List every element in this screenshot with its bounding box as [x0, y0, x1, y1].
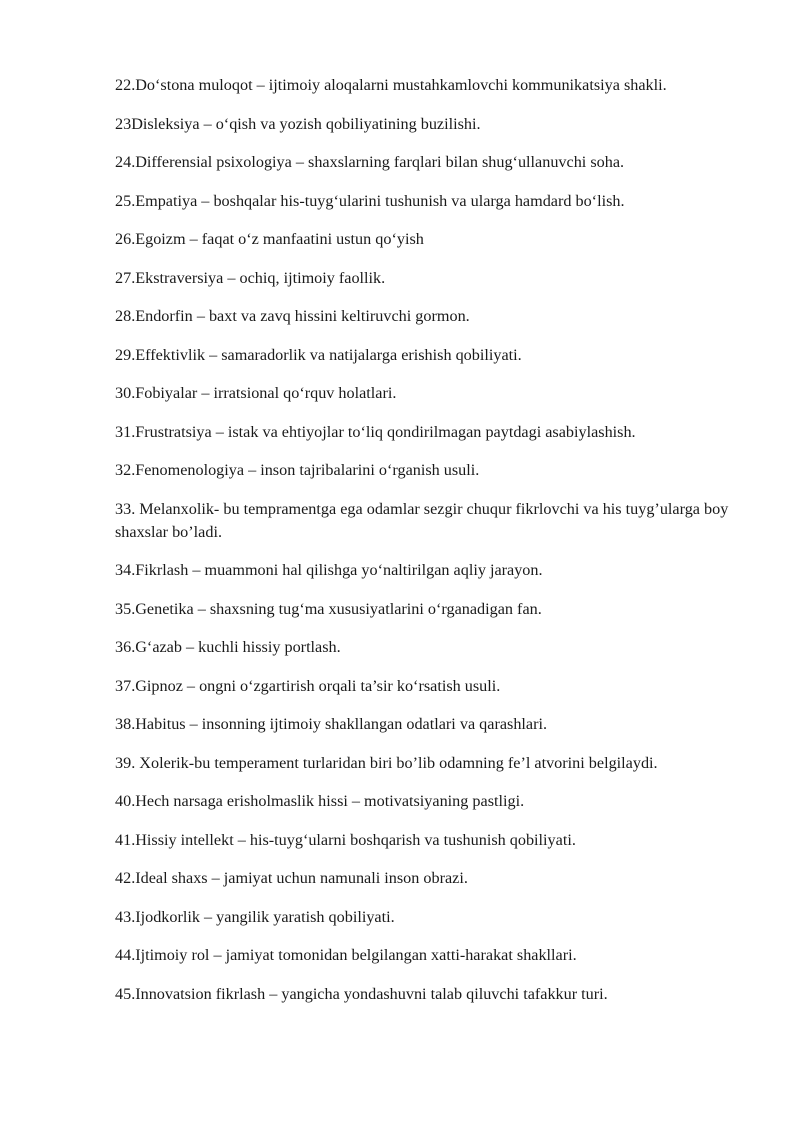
glossary-entry-28: 28.Endorfin – baxt va zavq hissini keltiruvchi gormon.: [115, 307, 470, 325]
glossary-entry-32: 32.Fenomenologiya – inson tajribalarini o‘rganish usuli.: [115, 461, 480, 479]
glossary-entry-31: 31.Frustratsiya – istak va ehtiyojlar to‘liq qondirilmagan paytdagi asabiylashish.: [115, 422, 636, 441]
glossary-entry-39: 39. Xolerik-bu temperament turlaridan biri bo’lib odamning fe’l atvorini belgilaydi.: [115, 753, 658, 772]
glossary-entry-42: 42.Ideal shaxs – jamiyat uchun namunali inson obrazi.: [115, 869, 468, 887]
glossary-entry-26: 26.Egoizm – faqat o‘z manfaatini ustun qo‘yish: [115, 230, 424, 248]
glossary-entry-29: 29.Effektivlik – samaradorlik va natijalarga erishish qobiliyati.: [115, 345, 522, 364]
glossary-entry-37: 37.Gipnoz – ongni o‘zgartirish orqali ta’sir ko‘rsatish usuli.: [115, 676, 501, 695]
glossary-entry-30: 30.Fobiyalar – irratsional qo‘rquv holatlari.: [115, 384, 397, 402]
glossary-entry-35: 35.Genetika – shaxsning tug‘ma xususiyatlarini o‘rganadigan fan.: [115, 599, 542, 618]
glossary-entry-33: 33. Melanxolik- bu tempramentga ega odamlar sezgir chuqur fikrlovchi va his tuyg’ularga boy shaxslar bo’ladi.: [115, 499, 729, 541]
glossary-list: [115, 74, 730, 1021]
glossary-entry-34: 34.Fikrlash – muammoni hal qilishga yo‘naltirilgan aqliy jarayon.: [115, 561, 543, 579]
glossary-entry-22: 22.Do‘stona muloqot – ijtimoiy aloqalarni mustahkamlovchi kommunikatsiya shakli.: [115, 76, 667, 94]
glossary-entry-38: 38.Habitus – insonning ijtimoiy shakllangan odatlari va qarashlari.: [115, 715, 548, 733]
glossary-entry-44: 44.Ijtimoiy rol – jamiyat tomonidan belgilangan xatti-harakat shakllari.: [115, 946, 577, 964]
glossary-entry-43: 43.Ijodkorlik – yangilik yaratish qobiliyati.: [115, 907, 395, 926]
glossary-entry-41: 41.Hissiy intellekt – his-tuyg‘ularni boshqarish va tushunish qobiliyati.: [115, 830, 576, 849]
glossary-entry-45: 45.Innovatsion fikrlash – yangicha yondashuvni talab qiluvchi tafakkur turi.: [115, 984, 608, 1003]
glossary-entry-25: 25.Empatiya – boshqalar his-tuyg‘ularini tushunish va ularga hamdard bo‘lish.: [115, 191, 625, 210]
glossary-entry-36: 36.G‘azab – kuchli hissiy portlash.: [115, 638, 341, 656]
glossary-entry-27: 27.Ekstraversiya – ochiq, ijtimoiy faollik.: [115, 268, 386, 287]
glossary-entry-23: 23Disleksiya – o‘qish va yozish qobiliyatining buzilishi.: [115, 114, 481, 133]
glossary-entry-24: 24.Differensial psixologiya – shaxslarning farqlari bilan shug‘ullanuvchi soha.: [115, 153, 625, 171]
glossary-entry-40: 40.Hech narsaga erisholmaslik hissi – motivatsiyaning pastligi.: [115, 792, 525, 810]
